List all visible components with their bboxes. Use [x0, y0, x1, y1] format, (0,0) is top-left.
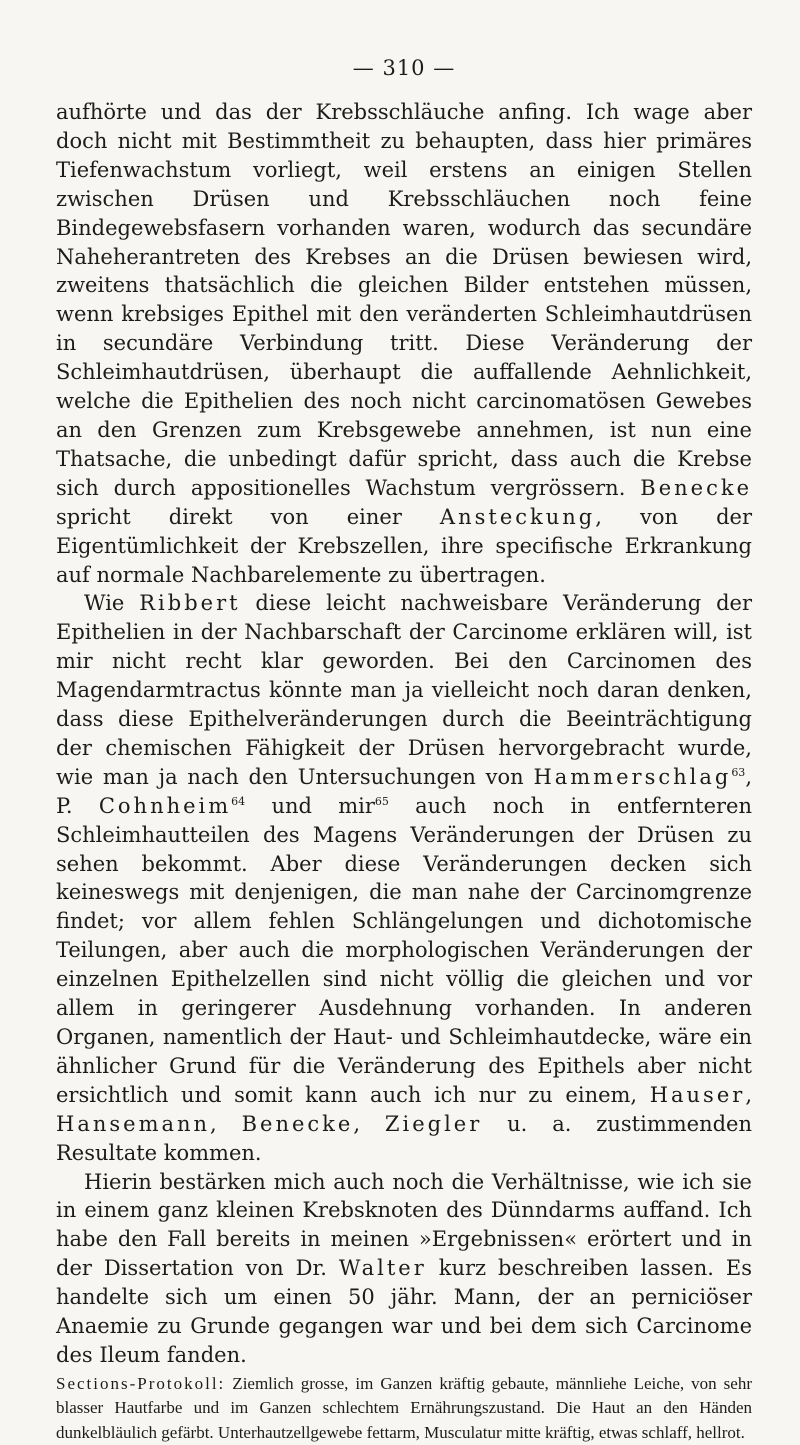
- body-text: [56, 98, 752, 1445]
- spaced-name: Benecke: [241, 1111, 354, 1136]
- text-run: spricht direkt von einer: [56, 504, 440, 529]
- text-run: aufhörte und das der Krebsschläuche anfing. Ich wage aber doch nicht mit Bestimmtheit zu behaupten, dass hier primäres Tiefenwachstum vorliegt, weil erstens an einigen Stellen zwischen Drüsen und Krebsschläuchen noch feine Bindegewebsfasern vorhanden waren, wodurch das secundäre Naheherantreten des Krebses an die Drüsen bewiesen wird, zweitens thatsächlich die gleichen Bilder entstehen müssen, wenn krebsiges Epithel mit den veränderten Schleimhautdrüsen in secundäre Verbindung tritt. Diese Veränderung der Schleimhautdrüsen, überhaupt die auffallende Aehnlichkeit, welche die Epithelien des noch nicht carcinomatösen Gewebes an den Grenzen zum Krebsgewebe annehmen, ist nun eine Thatsache, die unbedingt dafür spricht, dass auch die Krebse sich durch appositionelles Wachstum vergrössern.: [56, 100, 752, 500]
- spaced-name: Ribbert: [139, 591, 241, 616]
- text-run: ,: [210, 1111, 242, 1136]
- text-run: Wie: [84, 591, 140, 616]
- paragraph-1: [56, 98, 752, 589]
- text-run: , von der Eigentümlichkeit der Krebszellen, ihre specifische Erkrankung auf normale Nachbarelemente zu übertragen.: [56, 504, 752, 587]
- text-run: ,: [353, 1111, 385, 1136]
- paragraph-2: [56, 589, 752, 1167]
- spaced-name: Ziegler: [384, 1111, 483, 1136]
- spaced-name: Hammerschlag: [533, 764, 732, 789]
- protocol-paragraph: [56, 1372, 752, 1445]
- spaced-name: Hauser: [649, 1082, 746, 1107]
- page-number: — 310 —: [352, 56, 456, 80]
- text-run: ,: [745, 1082, 752, 1107]
- spaced-name: Cohnheim: [98, 793, 232, 818]
- text-run: auch noch in entfernteren Schleimhautteilen des Magens Veränderungen der Drüsen zu sehen bekommt. Aber diese Veränderungen decken sich keineswegs mit denjenigen, die man nahe der Carcinomgrenze findet; vor allem fehlen Schlängelungen und dichotomische Teilungen, aber auch die morphologischen Veränderungen der einzelnen Epithelzellen sind nicht völlig die gleichen und vor allem in geringerer Ausdehnung vorhanden. In anderen Organen, namentlich der Haut- und Schleimhautdecke, wäre ein ähnlicher Grund für die Veränderung des Epithels aber nicht ersichtlich und somit kann auch ich nur zu einem,: [56, 793, 752, 1107]
- spaced-name: Hansemann: [56, 1111, 211, 1136]
- footnote-ref: 65: [374, 794, 389, 808]
- spaced-name: Benecke: [640, 475, 752, 500]
- spaced-name: Ansteckung: [439, 504, 596, 529]
- paragraph-3: [56, 1168, 752, 1370]
- footnote-ref: 64: [231, 794, 246, 808]
- text-run: , P.: [56, 764, 752, 818]
- spaced-name: Walter: [338, 1256, 427, 1281]
- footnote-ref: 63: [731, 765, 746, 779]
- text-run: Hierin bestärken mich auch noch die Verhältnisse, wie ich sie in einem ganz kleinen Krebsknoten des Dünndarms auffand. Ich habe den Fall bereits in meinen »Ergebnissen« erörtert und in der Dissertation von Dr.: [56, 1169, 752, 1281]
- text-run: u. a. zustimmenden Resultate kommen.: [56, 1111, 752, 1165]
- text-run: diese leicht nachweisbare Veränderung der Epithelien in der Nachbarschaft der Carcinome erklären will, ist mir nicht recht klar geworden. Bei den Carcinomen des Magendarmtractus könnte man ja vielleicht noch daran denken, dass diese Epithelveränderungen durch die Beeinträchtigung der chemischen Fähigkeit der Drüsen hervorgebracht wurde, wie man ja nach den Untersuchungen von: [56, 591, 752, 789]
- text-run: kurz beschreiben lassen. Es handelte sich um einen 50 jähr. Mann, der an perniciöser Anaemie zu Grunde gegangen war und bei dem sich Carcinome des Ileum fanden.: [56, 1256, 752, 1367]
- spaced-name: Sections-Protokoll:: [56, 1373, 226, 1393]
- text-run: Ziemlich grosse, im Ganzen kräftig gebaute, männliehe Leiche, von sehr blasser Hautfarbe und im Ganzen schlechtem Ernährungszustand. Die Haut an den Händen dunkelbläulich gefärbt. Unterhautzellgewebe fettarm, Musculatur mitte kräftig, etwas schlaff, hellrot.: [56, 1373, 752, 1442]
- text-run: und mir: [245, 793, 375, 818]
